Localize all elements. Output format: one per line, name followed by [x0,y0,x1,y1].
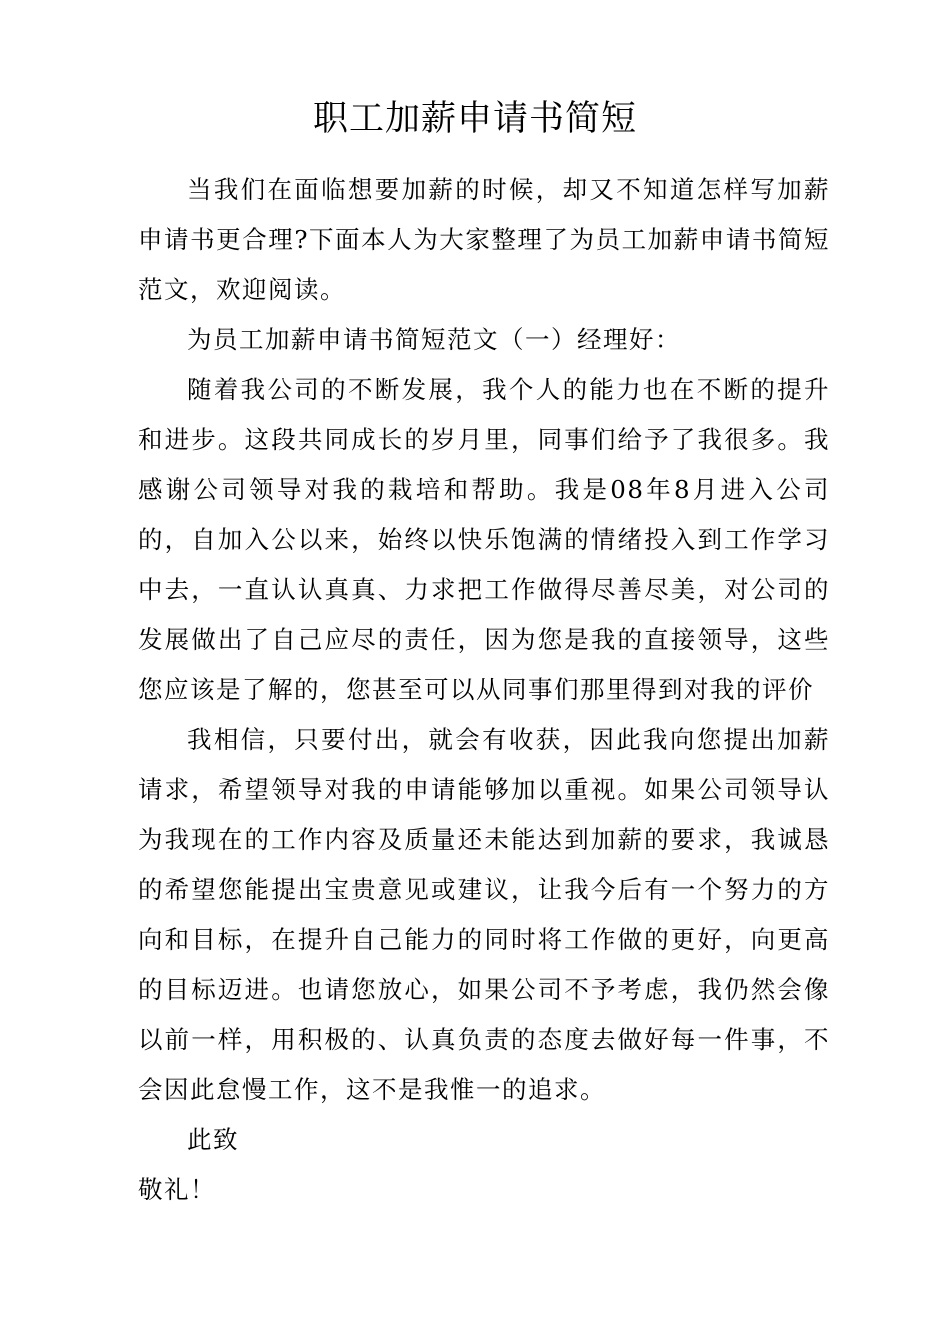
document-title: 职工加薪申请书简短 [312,99,637,139]
closing-paragraph: 敬礼！ [138,1175,216,1204]
intro-paragraph: 当我们在面临想要加薪的时候，却又不知道怎样写加薪申请书更合理?下面本人为大家整理了为员工加薪申请书简短范文，欢迎阅读。 [138,175,830,304]
document-body [138,165,830,1215]
body-paragraph-1: 随着我公司的不断发展，我个人的能力也在不断的提升和进步。这段共同成长的岁月里，同事们给予了我很多。我感谢公司领导对我的栽培和帮助。我是08年8月进入公司的，自加入公以来，始终以快乐饱满的情绪投入到工作学习中去，一直认认真真、力求把工作做得尽善尽美，对公司的发展做出了自己应尽的责任，因为您是我的直接领导，这些您应该是了解的，您甚至可以从同事们那里得到对我的评价 [138,375,830,704]
salutation-paragraph: 此致 [187,1125,239,1154]
sample-heading-paragraph: 为员工加薪申请书简短范文（一）经理好： [187,325,681,354]
body-paragraph-2: 我相信，只要付出，就会有收获，因此我向您提出加薪请求，希望领导对我的申请能够加以重视。如果公司领导认为我现在的工作内容及质量还未能达到加薪的要求，我诚恳的希望您能提出宝贵意见或建议，让我今后有一个努力的方向和目标，在提升自己能力的同时将工作做的更好，向更高的目标迈进。也请您放心，如果公司不予考虑，我仍然会像以前一样，用积极的、认真负责的态度去做好每一件事，不会因此怠慢工作，这不是我惟一的追求。 [138,725,830,1104]
